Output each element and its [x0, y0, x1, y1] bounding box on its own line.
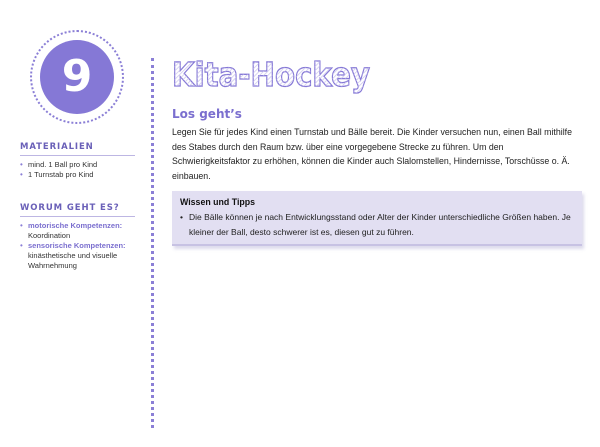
chapter-badge	[30, 30, 124, 124]
tips-title: Wissen und Tipps	[180, 197, 256, 207]
chapter-number: 9	[40, 40, 114, 114]
sidebar	[20, 142, 135, 271]
title-text: Kita-Hockey	[172, 55, 370, 94]
list-item: • Die Bälle können je nach Entwicklungsstand oder Alter der Kinder unterschiedliche Größen haben. Je kleiner der Ball, desto schwerer ist es, diesen gut zu führen.	[180, 210, 574, 239]
tips-box	[172, 191, 582, 246]
competence-text: kinästhetische und visuelle Wahrnehmung	[28, 251, 118, 270]
list-item: • 1 Turnstab pro Kind	[20, 170, 135, 180]
materials-list	[20, 160, 135, 180]
instructions-text: Legen Sie für jedes Kind einen Turnstab und Bälle bereit. Die Kinder versuchen nun, einen Ball mithilfe des Stabes durch den Raum bzw. über eine vorgegebene Strecke zu führen. Um den Schwierigkeitsfaktor zu erhöhen, können die Kinder auch Slalomstellen, Hindernisse, Torschüsse o. Ä. einbauen.	[172, 127, 573, 181]
materials-heading: MATERIALIEN	[20, 142, 135, 156]
tips-list	[180, 210, 574, 239]
list-item	[20, 241, 135, 271]
competence-text: Koordination	[28, 231, 71, 240]
about-heading: WORUM GEHT ES?	[20, 203, 135, 217]
competences-list	[20, 221, 135, 271]
section-heading: Los geht’s	[172, 107, 242, 121]
list-item	[20, 221, 135, 241]
page-title	[172, 52, 382, 98]
list-item: • mind. 1 Ball pro Kind	[20, 160, 135, 170]
competence-title: • sensorische Kompetenzen:	[28, 241, 126, 250]
dotted-divider	[151, 58, 154, 428]
competence-title: • motorische Kompetenzen:	[28, 221, 123, 230]
